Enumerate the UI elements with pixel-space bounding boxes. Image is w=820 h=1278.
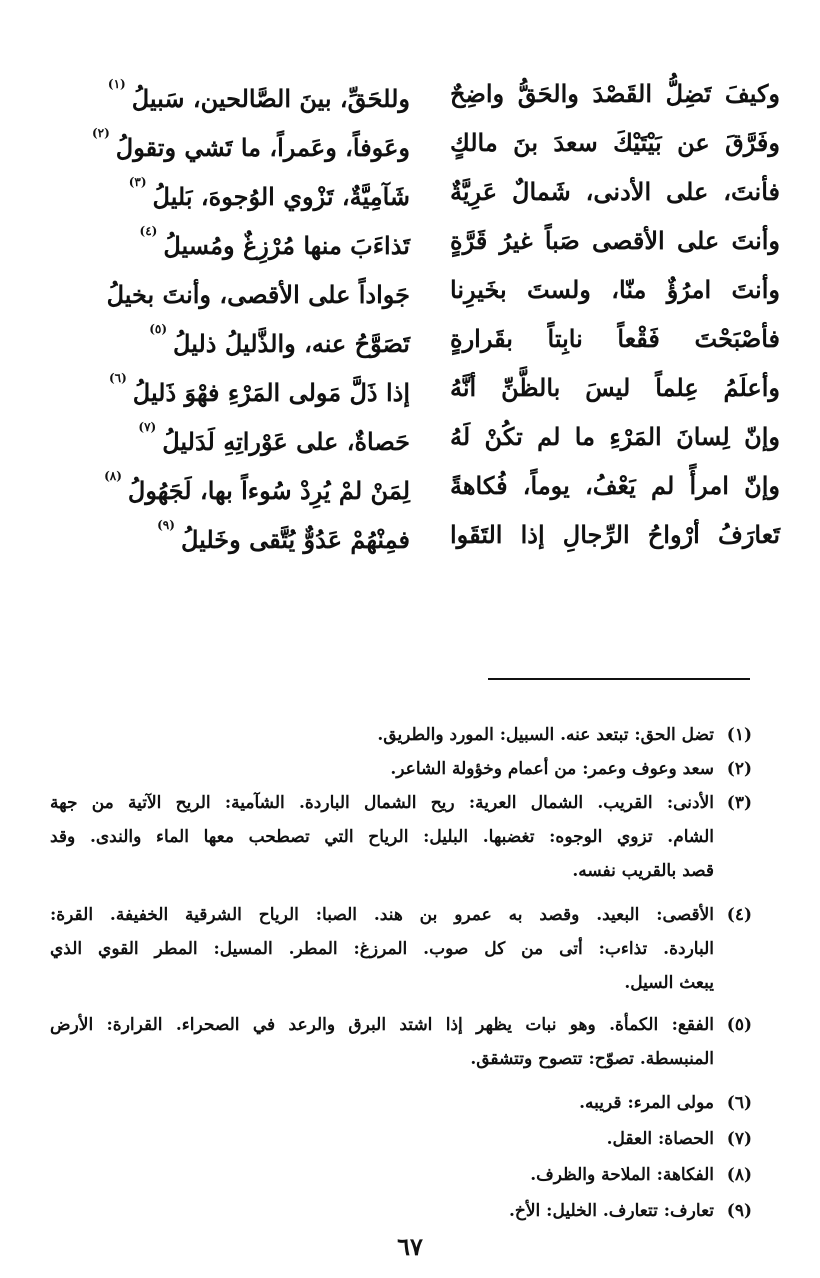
footnote-line: تضل الحق: تبتعد عنه. السبيل: المورد والطريق.	[377, 725, 714, 745]
verse-second-hemistich	[91, 119, 410, 172]
footnote-line: مولى المرء: قريبه.	[579, 1093, 714, 1113]
footnote-reference[interactable]: (٨)	[104, 469, 122, 483]
verse-first-hemistich: فأنتَ، على الأدنى، شَمالٌ عَرِيَّةٌ	[450, 177, 780, 206]
footnote-line: الفكاهة: الملاحة والظرف.	[530, 1165, 714, 1185]
footnote-line: سعد وعوف وعمر: من أعمام وخؤولة الشاعر.	[390, 759, 714, 779]
footnote-reference[interactable]: (٩)	[157, 518, 175, 532]
verse-text: شَآمِيَّةٌ، تَزْوي الوُجوهَ، بَليلُ	[152, 182, 410, 211]
footnote-line: الأدنى: القريب. الشمال العرية: ريح الشمال الباردة. الشآمية: الريح الآتية من جهة	[50, 793, 714, 813]
verse-first-hemistich: وأعلَمُ عِلماً ليسَ بالظَّنِّ أنَّهُ	[450, 373, 780, 402]
verse	[40, 168, 780, 216]
footnote-reference[interactable]: (١)	[107, 77, 126, 91]
verse-first-hemistich: وكيفَ تَضِلُّ القَصْدَ والحَقُّ واضِحٌ	[450, 79, 780, 108]
footnote-number: (٤)	[726, 905, 752, 925]
footnote-number: (٢)	[726, 759, 752, 779]
poem	[40, 70, 780, 560]
footnote-line: تعارف: تتعارف. الخليل: الأخ.	[508, 1201, 714, 1221]
footnote-number: (٩)	[726, 1201, 752, 1221]
verse	[40, 70, 780, 118]
verse	[40, 315, 780, 363]
verse-second-hemistich	[100, 217, 410, 270]
verse-text: إذا ذَلَّ مَولى المَرْءِ فهْوَ ذَليلُ	[132, 378, 410, 407]
verse	[40, 119, 780, 167]
footnote-line: يبعث السيل.	[624, 973, 714, 993]
footnote-line: المنبسطة. تصوّح: تتصوح وتتشقق.	[470, 1049, 714, 1069]
verse-second-hemistich	[100, 315, 410, 368]
verse-first-hemistich: وإنّ لِسانَ المَرْءِ ما لم تكُنْ لَهُ	[450, 422, 780, 451]
footnote-reference[interactable]: (٧)	[138, 420, 157, 434]
verse-text: تَصَوَّحُ عنه، والذَّليلُ ذليلُ	[173, 329, 410, 358]
verse-first-hemistich: وأنتَ امرُؤٌ منّا، ولستَ بخَيرِنا	[450, 275, 780, 304]
footnote-line: قصد بالقريب نفسه.	[572, 861, 714, 881]
footnote-line: الأقصى: البعيد. وقصد به عمرو بن هند. الصبا: الرياح الشرقية الخفيفة. القرة:	[50, 905, 714, 925]
verse-text: لِمَنْ لمْ يُرِدْ سُوءاً بها، لَجَهُولُ	[127, 476, 410, 505]
verse-first-hemistich: وفَرَّقَ عن بَيْتَيْكَ سعدَ بنَ مالكٍ	[450, 128, 780, 157]
verse-second-hemistich	[100, 70, 410, 123]
verse-text: تَذاءَبَ منها مُرْزِغٌ ومُسيلُ	[163, 231, 410, 260]
verse-second-hemistich	[100, 462, 410, 515]
verse	[40, 364, 780, 412]
footnote-reference[interactable]: (٥)	[149, 322, 168, 336]
verse-text: حَصاةٌ، على عَوْراتِهِ لَدَليلُ	[162, 427, 410, 456]
footnote-line: الباردة. تذاءب: أتى من كل صوب. المرزغ: المطر. المسيل: المطر القوي الذي	[50, 939, 714, 959]
footnote-reference[interactable]: (٢)	[91, 126, 110, 140]
footnote-number: (٥)	[726, 1015, 752, 1035]
footnote-number: (٨)	[726, 1165, 752, 1185]
verse-second-hemistich	[100, 266, 410, 319]
verse-second-hemistich	[100, 168, 410, 221]
verse-second-hemistich	[100, 413, 410, 466]
page-number: ٦٧	[397, 1232, 423, 1261]
footnote-number: (٣)	[726, 793, 752, 813]
verse-first-hemistich: وإنّ امرأً لم يَعْفُ، يوماً، فُكاهةً	[450, 471, 780, 500]
footnote-number: (٧)	[726, 1129, 752, 1149]
footnote-separator	[488, 678, 750, 680]
verse-text: وعَوفاً، وعَمراً، ما تَشي وتقولُ	[115, 133, 410, 162]
verse	[40, 511, 780, 559]
verse-first-hemistich: وأنتَ على الأقصى صَباً غيرُ قَرَّةٍ	[450, 226, 780, 255]
footnote-number: (٦)	[726, 1093, 752, 1113]
verse-text: جَواداً على الأقصى، وأنتَ بخيلُ	[106, 280, 410, 309]
verse-text: فمِنْهُمْ عَدُوٌّ يُتَّقى وخَليلُ	[180, 525, 410, 554]
verse	[40, 413, 780, 461]
footnote-line: الشام. تزوي الوجوه: تغضبها. البليل: الرياح التي تصطحب معها الماء والندى. وقد	[50, 827, 714, 847]
verse-first-hemistich: تَعارَفُ أرْواحُ الرِّجالِ إذا التَقَوا	[450, 520, 780, 549]
verse	[40, 266, 780, 314]
verse	[40, 217, 780, 265]
verse-first-hemistich: فأصْبَحْتَ فَقْعاً نابِتاً بقَرارةٍ	[450, 324, 780, 353]
footnote-number: (١)	[726, 725, 752, 745]
footnote-reference[interactable]: (٤)	[139, 224, 158, 238]
verse-second-hemistich	[100, 511, 410, 564]
footnote-line: الحصاة: العقل.	[606, 1129, 714, 1149]
footnote-line: الفقع: الكمأة. وهو نبات يظهر إذا اشتد البرق والرعد في الصحراء. القرارة: الأرض	[50, 1015, 714, 1035]
verse-second-hemistich	[100, 364, 410, 417]
footnote-reference[interactable]: (٦)	[108, 371, 127, 385]
verse-text: وللحَقِّ، بينَ الصَّالحين، سَبيلُ	[131, 84, 410, 113]
verse	[40, 462, 780, 510]
footnote-reference[interactable]: (٣)	[128, 175, 147, 189]
